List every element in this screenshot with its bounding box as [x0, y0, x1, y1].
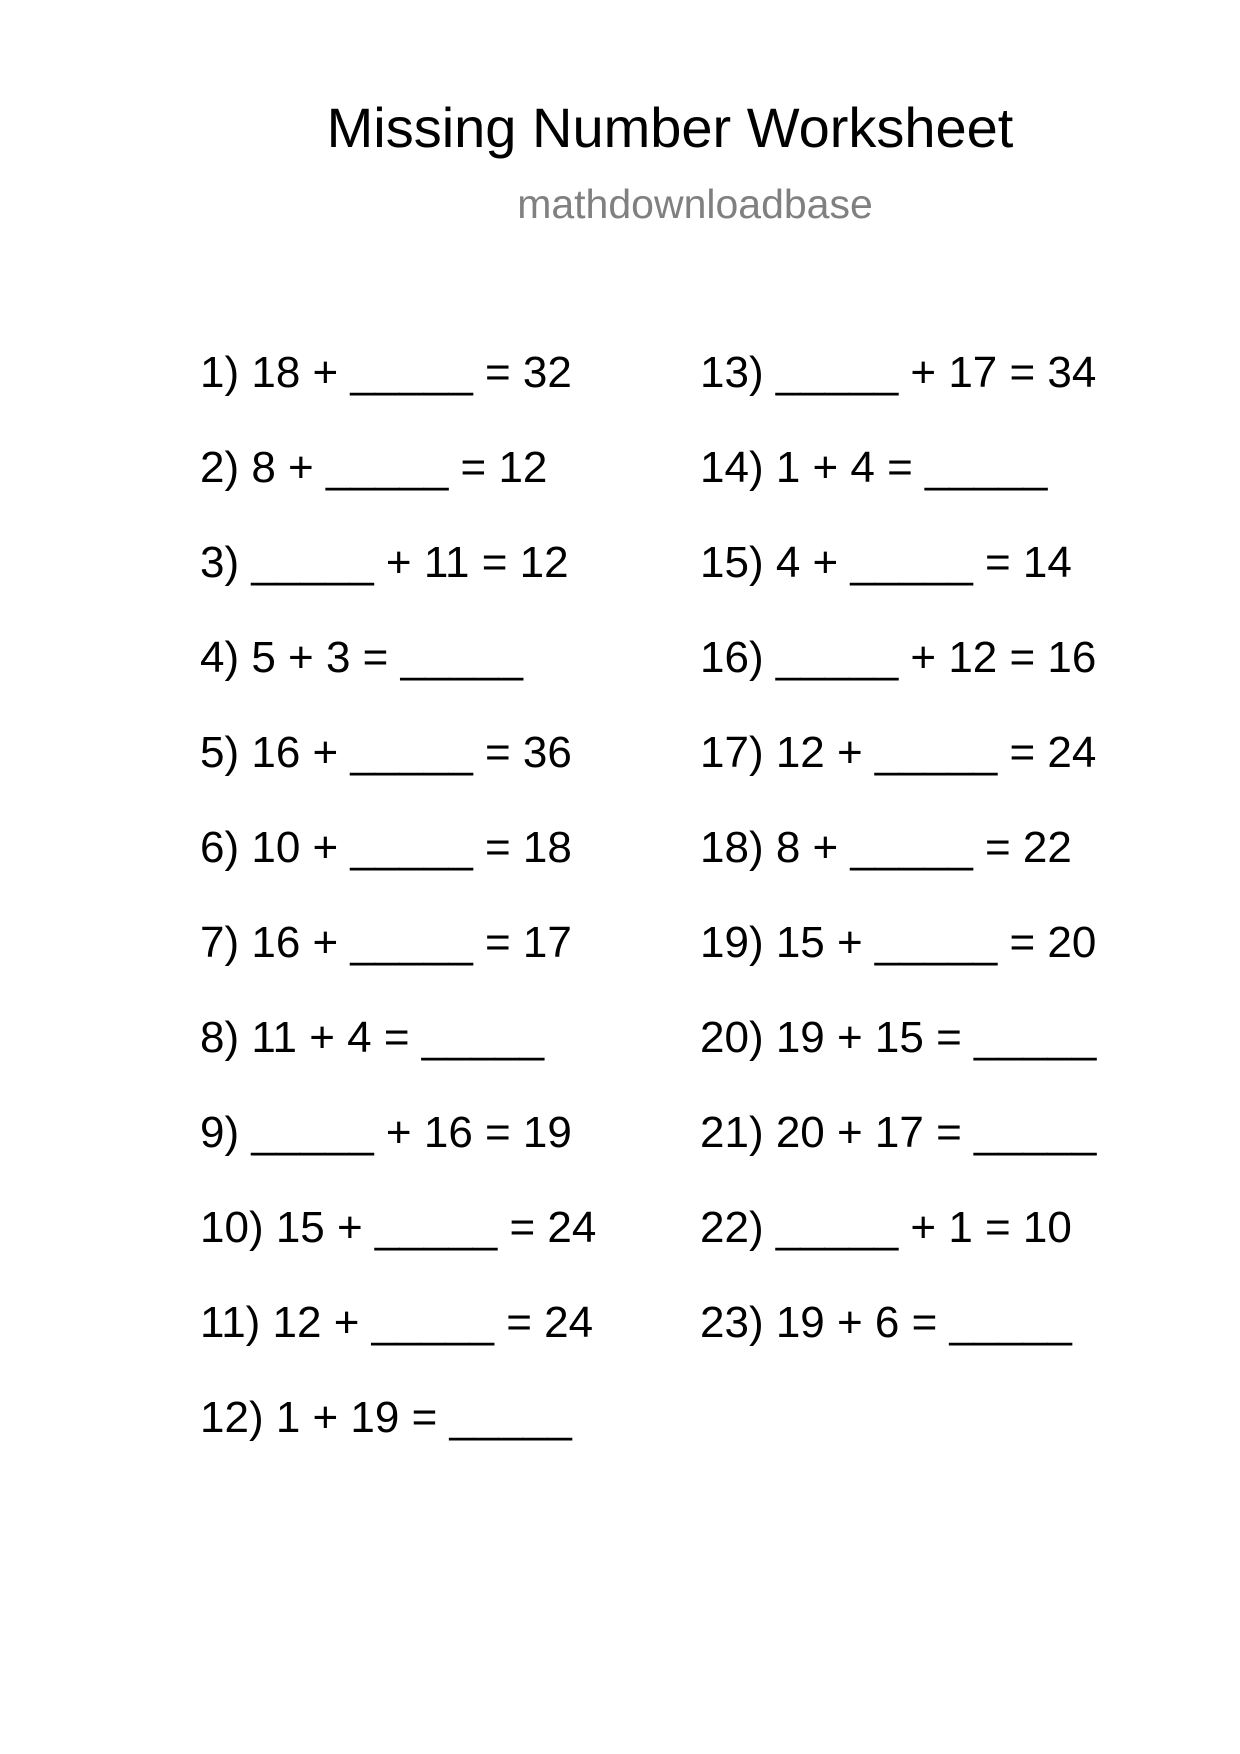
problem-23: 23) 19 + 6 = _____: [700, 1298, 1072, 1347]
problem-1: 1) 18 + _____ = 32: [200, 348, 572, 397]
problem-13: 13) _____ + 17 = 34: [700, 348, 1097, 397]
problem-7: 7) 16 + _____ = 17: [200, 918, 572, 967]
problem-21: 21) 20 + 17 = _____: [700, 1108, 1097, 1157]
problem-12: 12) 1 + 19 = _____: [200, 1393, 572, 1442]
problem-14: 14) 1 + 4 = _____: [700, 443, 1048, 492]
problem-3: 3) _____ + 11 = 12: [200, 538, 569, 587]
problem-20: 20) 19 + 15 = _____: [700, 1013, 1097, 1062]
worksheet-title: Missing Number Worksheet: [326, 96, 1014, 159]
problems-left-column: [200, 348, 596, 1488]
problem-11: 11) 12 + _____ = 24: [200, 1298, 594, 1347]
problem-10: 10) 15 + _____ = 24: [200, 1203, 597, 1252]
problem-18: 18) 8 + _____ = 22: [700, 823, 1072, 872]
problem-4: 4) 5 + 3 = _____: [200, 633, 523, 682]
problem-22: 22) _____ + 1 = 10: [700, 1203, 1072, 1252]
problems-right-column: [700, 348, 1096, 1393]
worksheet-subtitle: mathdownloadbase: [517, 181, 873, 227]
problem-9: 9) _____ + 16 = 19: [200, 1108, 572, 1157]
problem-2: 2) 8 + _____ = 12: [200, 443, 548, 492]
problem-19: 19) 15 + _____ = 20: [700, 918, 1097, 967]
problem-16: 16) _____ + 12 = 16: [700, 633, 1097, 682]
problem-17: 17) 12 + _____ = 24: [700, 728, 1097, 777]
problem-5: 5) 16 + _____ = 36: [200, 728, 572, 777]
problem-6: 6) 10 + _____ = 18: [200, 823, 572, 872]
problem-8: 8) 11 + 4 = _____: [200, 1013, 545, 1062]
problem-15: 15) 4 + _____ = 14: [700, 538, 1072, 587]
